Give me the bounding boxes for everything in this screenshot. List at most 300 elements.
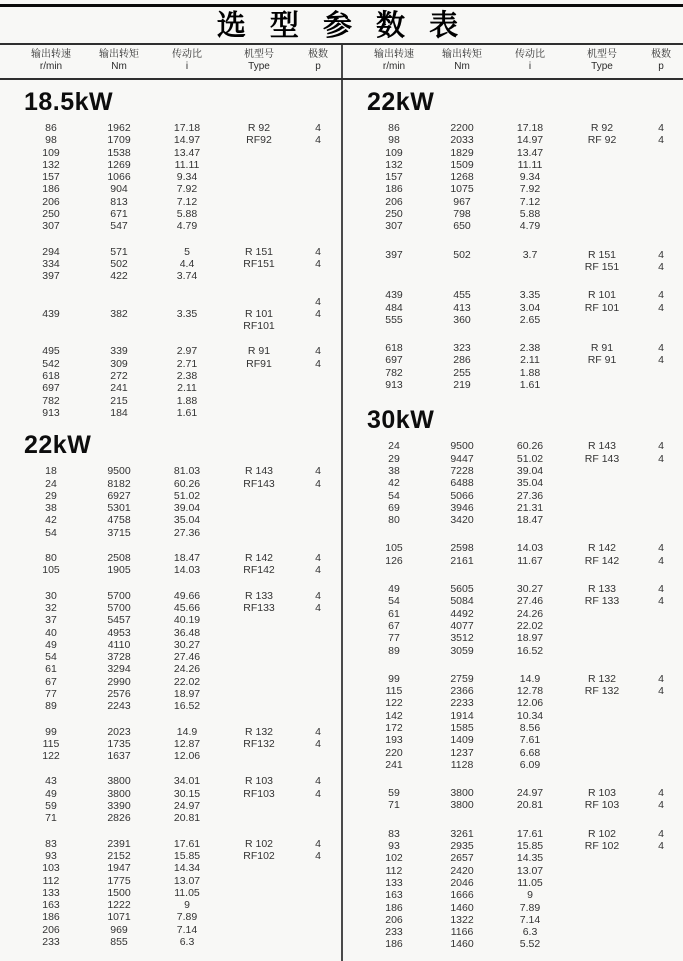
- cell-output-torque: 502: [453, 248, 471, 261]
- cell-output-torque: 798: [453, 208, 471, 221]
- cell-output-speed: 334: [42, 257, 60, 270]
- table-row: [0, 308, 341, 320]
- cell-output-torque: 3390: [107, 800, 131, 813]
- cell-model-type: [222, 936, 296, 948]
- cell-model-type: [565, 379, 639, 391]
- cell-output-speed: 484: [385, 301, 403, 314]
- cell-output-torque: 382: [110, 307, 128, 320]
- cell-output-speed: 186: [42, 183, 60, 196]
- cell-poles: 4: [658, 301, 664, 314]
- cell-output-speed: [16, 296, 86, 308]
- table-row: [343, 734, 683, 746]
- cell-model-type: [565, 183, 639, 195]
- table-row: [0, 134, 341, 146]
- header-label: 极数: [308, 49, 328, 60]
- cell-output-torque: 2046: [450, 876, 474, 889]
- cell-ratio: 3.7: [522, 248, 538, 261]
- table-row: [343, 926, 683, 938]
- cell-output-torque: 8182: [107, 477, 131, 490]
- cell-ratio: [152, 296, 222, 308]
- cell-poles: [639, 183, 683, 195]
- cell-ratio: 7.89: [176, 911, 198, 924]
- cell-poles: 4: [658, 840, 664, 853]
- table-row: [0, 358, 341, 370]
- ratio-group: [0, 552, 341, 577]
- cell-poles: 4: [315, 849, 321, 862]
- cell-ratio: 18.97: [516, 632, 544, 645]
- cell-output-speed: 115: [385, 685, 403, 698]
- cell-ratio: 12.78: [516, 685, 544, 698]
- table-row: [343, 379, 683, 391]
- cell-model-type: [565, 865, 639, 877]
- cell-output-speed: 186: [385, 901, 403, 914]
- cell-output-speed: 618: [42, 370, 60, 383]
- cell-model-type: [222, 159, 296, 171]
- cell-output-speed: 193: [385, 734, 403, 747]
- header-ratio: [152, 49, 222, 73]
- cell-poles: 4: [315, 134, 321, 147]
- cell-model-type: R 92: [590, 122, 614, 134]
- cell-poles: [639, 759, 683, 771]
- header-unit: Nm: [454, 61, 470, 72]
- cell-model-type: RF 132: [584, 685, 620, 698]
- cell-model-type: [565, 722, 639, 734]
- cell-ratio: 14.03: [516, 542, 544, 555]
- cell-output-speed: 439: [385, 289, 403, 302]
- cell-output-speed: 83: [388, 827, 400, 840]
- table-row: [0, 320, 341, 332]
- table-row: [0, 738, 341, 750]
- cell-output-speed: 132: [385, 158, 403, 171]
- cell-output-speed: 109: [385, 146, 403, 159]
- cell-ratio: 5.52: [519, 938, 541, 951]
- cell-poles: [296, 688, 340, 700]
- table-row: [343, 583, 683, 595]
- cell-model-type: [222, 208, 296, 220]
- table-body: [0, 80, 683, 961]
- cell-ratio: 24.26: [516, 607, 544, 620]
- cell-model-type: R 143: [587, 440, 617, 453]
- table-row: [343, 828, 683, 840]
- cell-output-speed: 495: [42, 345, 60, 358]
- cell-output-torque: 2576: [107, 687, 131, 700]
- cell-output-speed: 618: [385, 342, 403, 355]
- cell-ratio: 30.15: [173, 787, 201, 800]
- cell-output-speed: 24: [388, 440, 400, 453]
- cell-output-torque: [86, 320, 152, 332]
- cell-output-torque: 4758: [107, 514, 131, 527]
- cell-ratio: 9.34: [519, 171, 541, 184]
- table-row: [0, 887, 341, 899]
- section-heading: 22kW: [367, 88, 435, 116]
- cell-output-torque: 4953: [107, 626, 131, 639]
- cell-output-torque: 3800: [107, 787, 131, 800]
- cell-ratio: 40.19: [173, 614, 201, 627]
- cell-poles: 4: [658, 787, 664, 800]
- header-label: 传动比: [172, 49, 202, 60]
- cell-model-type: RF 103: [584, 799, 620, 812]
- cell-output-torque: 2657: [450, 852, 474, 865]
- cell-output-torque: 5457: [107, 614, 131, 627]
- cell-output-torque: 5301: [107, 502, 131, 515]
- cell-output-torque: 547: [110, 220, 128, 233]
- cell-poles: 4: [658, 440, 664, 453]
- cell-model-type: [565, 645, 639, 657]
- table-row: [0, 812, 341, 824]
- cell-output-torque: 2990: [107, 675, 131, 688]
- cell-output-torque: 1269: [107, 158, 131, 171]
- cell-model-type: [222, 924, 296, 936]
- cell-ratio: 22.02: [516, 619, 544, 632]
- table-row: [0, 788, 341, 800]
- cell-output-torque: 1829: [450, 146, 474, 159]
- cell-output-speed: 163: [385, 889, 403, 902]
- table-row: [343, 208, 683, 220]
- cell-poles: 4: [658, 583, 664, 596]
- table-row: [343, 685, 683, 697]
- table-row: [343, 620, 683, 632]
- table-row: [0, 862, 341, 874]
- cell-output-speed: 98: [388, 134, 400, 147]
- table-row: [0, 775, 341, 787]
- ratio-group: [0, 838, 341, 949]
- cell-poles: [639, 747, 683, 759]
- cell-output-torque: [429, 261, 495, 273]
- cell-model-type: [565, 314, 639, 326]
- header-output-speed: [16, 49, 86, 73]
- cell-model-type: RF132: [243, 737, 275, 750]
- cell-output-torque: 2152: [107, 849, 131, 862]
- section-heading: 18.5kW: [24, 88, 114, 116]
- cell-poles: [296, 382, 340, 394]
- ratio-group: [343, 342, 683, 391]
- cell-poles: [639, 367, 683, 379]
- cell-model-type: [565, 759, 639, 771]
- cell-ratio: 27.36: [173, 526, 201, 539]
- cell-ratio: 27.46: [516, 595, 544, 608]
- cell-model-type: RF 151: [584, 260, 620, 273]
- cell-model-type: RF 91: [587, 354, 617, 367]
- ratio-group: [0, 590, 341, 713]
- header-unit: r/min: [382, 61, 406, 72]
- cell-output-torque: 1066: [107, 171, 131, 184]
- cell-output-torque: 4077: [450, 619, 474, 632]
- cell-model-type: R 91: [590, 342, 614, 355]
- table-row: [0, 590, 341, 602]
- header-unit: p: [315, 61, 321, 72]
- table-row: [0, 296, 341, 308]
- cell-poles: [296, 862, 340, 874]
- cell-poles: [639, 734, 683, 746]
- cell-output-speed: 61: [45, 663, 57, 676]
- ratio-group: [0, 246, 341, 283]
- right-column: [341, 80, 683, 961]
- table-row: [0, 651, 341, 663]
- cell-model-type: [565, 477, 639, 489]
- table-row: [0, 171, 341, 183]
- cell-output-torque: 3261: [450, 827, 474, 840]
- cell-output-speed: 99: [45, 725, 57, 738]
- cell-poles: [639, 171, 683, 183]
- cell-output-speed: 112: [385, 864, 403, 877]
- cell-poles: [639, 502, 683, 514]
- cell-output-torque: 2420: [450, 864, 474, 877]
- cell-output-torque: 2233: [450, 697, 474, 710]
- table-row: [0, 370, 341, 382]
- cell-poles: [639, 722, 683, 734]
- cell-ratio: 45.66: [173, 601, 201, 614]
- table-row: [0, 159, 341, 171]
- cell-poles: [639, 697, 683, 709]
- cell-output-speed: 109: [42, 146, 60, 159]
- header-label: 机型号: [587, 49, 617, 60]
- cell-output-speed: 122: [42, 750, 60, 763]
- section-heading: 30kW: [367, 406, 435, 435]
- table-row: [0, 911, 341, 923]
- table-row: [343, 314, 683, 326]
- cell-output-torque: 904: [110, 183, 128, 196]
- cell-model-type: [222, 502, 296, 514]
- cell-ratio: 60.26: [173, 477, 201, 490]
- cell-poles: 4: [315, 477, 321, 490]
- cell-poles: [639, 514, 683, 526]
- cell-ratio: 4.4: [179, 257, 195, 270]
- cell-poles: [296, 320, 340, 332]
- cell-output-torque: 2161: [450, 554, 474, 567]
- cell-ratio: 2.65: [519, 313, 541, 326]
- cell-model-type: R 132: [587, 672, 617, 685]
- cell-model-type: RF101: [243, 320, 275, 333]
- cell-poles: [296, 676, 340, 688]
- cell-ratio: 12.87: [173, 737, 201, 750]
- cell-output-torque: 1166: [450, 926, 474, 939]
- cell-output-speed: 206: [42, 195, 60, 208]
- cell-poles: [639, 914, 683, 926]
- header-unit: i: [185, 61, 189, 72]
- header-label: 机型号: [244, 49, 274, 60]
- cell-poles: 4: [658, 248, 664, 261]
- cell-model-type: [222, 862, 296, 874]
- cell-ratio: 3.74: [176, 270, 198, 283]
- cell-model-type: R 151: [587, 248, 617, 261]
- table-row: [343, 249, 683, 261]
- table-row: [0, 514, 341, 526]
- cell-ratio: 1.61: [176, 406, 198, 419]
- cell-output-speed: 54: [45, 651, 57, 664]
- cell-poles: 4: [315, 725, 321, 738]
- table-row: [0, 502, 341, 514]
- cell-output-torque: 360: [453, 313, 471, 326]
- cell-output-torque: 3800: [107, 775, 131, 788]
- cell-model-type: RF133: [243, 601, 275, 614]
- cell-poles: [296, 750, 340, 762]
- cell-model-type: [222, 395, 296, 407]
- cell-ratio: 7.12: [176, 195, 198, 208]
- cell-output-torque: 6488: [450, 477, 474, 490]
- cell-model-type: [222, 700, 296, 712]
- cell-model-type: [222, 370, 296, 382]
- cell-output-speed: 67: [388, 619, 400, 632]
- table-row: [0, 614, 341, 626]
- cell-output-speed: 93: [388, 840, 400, 853]
- cell-poles: 4: [658, 542, 664, 555]
- header-label: 输出转矩: [99, 49, 139, 60]
- cell-output-speed: 42: [388, 477, 400, 490]
- cell-ratio: 35.04: [173, 514, 201, 527]
- cell-model-type: R 91: [247, 345, 271, 358]
- cell-output-torque: 2759: [450, 672, 474, 685]
- cell-ratio: 1.88: [176, 394, 198, 407]
- cell-ratio: 51.02: [516, 452, 544, 465]
- header-output-torque: [86, 49, 152, 73]
- cell-output-torque: 3728: [107, 651, 131, 664]
- header-output-torque: [429, 49, 495, 73]
- table-row: [343, 645, 683, 657]
- table-row: [343, 502, 683, 514]
- cell-ratio: 51.02: [173, 489, 201, 502]
- cell-output-torque: 5605: [450, 583, 474, 596]
- cell-output-speed: 67: [45, 675, 57, 688]
- cell-output-torque: 1585: [450, 721, 474, 734]
- cell-output-speed: 397: [385, 248, 403, 261]
- cell-output-speed: 112: [42, 874, 60, 887]
- cell-poles: [296, 527, 340, 539]
- cell-model-type: [222, 812, 296, 824]
- cell-output-torque: 1460: [450, 938, 474, 951]
- header-output-speed: [359, 49, 429, 73]
- table-row: [0, 478, 341, 490]
- cell-ratio: 11.11: [174, 158, 200, 171]
- cell-ratio: 2.38: [176, 370, 198, 383]
- cell-model-type: [222, 887, 296, 899]
- header-unit: p: [658, 61, 664, 72]
- table-row: [0, 850, 341, 862]
- cell-poles: [296, 887, 340, 899]
- table-row: [0, 147, 341, 159]
- cell-poles: [639, 645, 683, 657]
- table-row: [0, 564, 341, 576]
- header-label: 传动比: [515, 49, 545, 60]
- ratio-group: [0, 465, 341, 539]
- cell-output-torque: 323: [453, 342, 471, 355]
- cell-poles: [639, 902, 683, 914]
- cell-output-torque: 3800: [450, 787, 474, 800]
- cell-ratio: 15.85: [516, 840, 544, 853]
- cell-output-speed: 186: [385, 938, 403, 951]
- cell-output-torque: 1268: [450, 171, 474, 184]
- cell-model-type: R 133: [587, 583, 617, 596]
- cell-output-speed: 697: [385, 354, 403, 367]
- cell-output-speed: 43: [45, 775, 57, 788]
- cell-ratio: 13.47: [516, 146, 544, 159]
- cell-output-torque: 2366: [450, 685, 474, 698]
- header-label: 输出转速: [31, 49, 71, 60]
- table-row: [0, 800, 341, 812]
- cell-output-torque: 272: [110, 370, 128, 383]
- cell-output-speed: 42: [45, 514, 57, 527]
- table-row: [0, 700, 341, 712]
- cell-model-type: RF142: [243, 564, 275, 577]
- cell-poles: 4: [315, 552, 321, 565]
- cell-output-speed: 54: [388, 595, 400, 608]
- cell-output-speed: 49: [45, 787, 57, 800]
- cell-output-speed: 98: [45, 134, 57, 147]
- cell-ratio: 14.97: [173, 134, 201, 147]
- cell-output-speed: 206: [385, 913, 403, 926]
- cell-poles: 4: [315, 601, 321, 614]
- table-row: [343, 183, 683, 195]
- cell-model-type: [565, 490, 639, 502]
- table-row: [0, 750, 341, 762]
- cell-model-type: [565, 171, 639, 183]
- cell-model-type: [565, 902, 639, 914]
- cell-model-type: RF 102: [584, 840, 620, 853]
- cell-output-speed: 86: [388, 122, 400, 134]
- ratio-group: [343, 542, 683, 567]
- cell-poles: 4: [658, 799, 664, 812]
- cell-poles: 4: [658, 554, 664, 567]
- cell-output-torque: 1409: [450, 734, 474, 747]
- cell-output-speed: 38: [388, 464, 400, 477]
- cell-model-type: [222, 490, 296, 502]
- cell-output-speed: 163: [42, 899, 60, 912]
- cell-poles: 4: [315, 357, 321, 370]
- cell-output-speed: 913: [42, 406, 60, 419]
- cell-output-speed: 142: [385, 709, 403, 722]
- cell-poles: [296, 651, 340, 663]
- table-row: [0, 122, 341, 134]
- cell-output-speed: 105: [42, 564, 60, 577]
- cell-poles: [639, 877, 683, 889]
- cell-poles: 4: [315, 295, 321, 308]
- cell-model-type: R 102: [587, 827, 617, 840]
- cell-poles: 4: [315, 465, 321, 478]
- cell-ratio: 9.34: [176, 171, 198, 184]
- table-row: [0, 552, 341, 564]
- cell-ratio: 20.81: [173, 812, 201, 825]
- cell-model-type: RF 143: [584, 452, 620, 465]
- cell-output-speed: 233: [42, 936, 60, 949]
- cell-output-speed: 133: [385, 876, 403, 889]
- cell-poles: [296, 614, 340, 626]
- cell-ratio: 20.81: [516, 799, 544, 812]
- cell-model-type: R 132: [244, 725, 274, 738]
- cell-poles: [639, 620, 683, 632]
- cell-model-type: R 151: [244, 245, 274, 258]
- cell-model-type: [565, 367, 639, 379]
- cell-poles: 4: [315, 245, 321, 258]
- cell-output-torque: 671: [110, 208, 128, 221]
- cell-ratio: 18.97: [173, 687, 201, 700]
- cell-poles: [296, 159, 340, 171]
- cell-ratio: 5: [184, 245, 190, 258]
- cell-model-type: R 133: [244, 589, 274, 602]
- cell-model-type: [222, 899, 296, 911]
- cell-ratio: 16.52: [516, 644, 544, 657]
- cell-output-speed: 89: [45, 700, 57, 713]
- cell-poles: [639, 147, 683, 159]
- cell-model-type: [222, 663, 296, 675]
- cell-output-torque: 1071: [107, 911, 131, 924]
- cell-output-speed: 77: [388, 632, 400, 645]
- cell-poles: [296, 911, 340, 923]
- cell-output-torque: 4492: [450, 607, 474, 620]
- cell-poles: 4: [315, 345, 321, 358]
- table-row: [0, 676, 341, 688]
- table-row: [0, 527, 341, 539]
- cell-ratio: 2.11: [177, 382, 197, 395]
- table-row: [0, 395, 341, 407]
